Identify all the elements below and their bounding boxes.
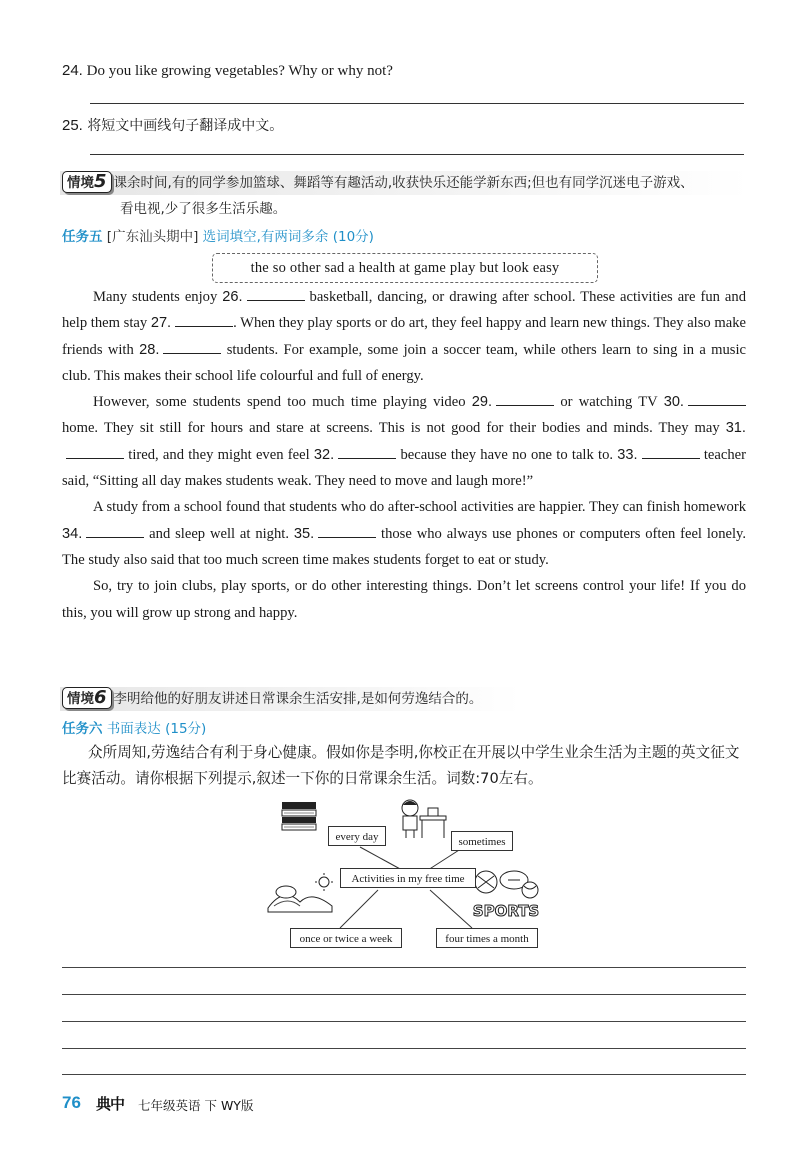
scene-6 — [62, 687, 482, 711]
task-label: 任务五 — [62, 229, 103, 245]
answer-line-25[interactable] — [90, 154, 744, 155]
blank-number-34: 34. — [62, 525, 83, 542]
question-25 — [62, 115, 283, 135]
mindmap-every-day: every day — [328, 826, 386, 846]
blank-35[interactable] — [318, 525, 376, 538]
mindmap-once-or-twice: once or twice a week — [290, 928, 402, 948]
task-score: (10分) — [332, 229, 374, 245]
mindmap-sometimes: sometimes — [451, 831, 513, 851]
blank-29[interactable] — [496, 393, 554, 406]
question-24 — [62, 62, 393, 80]
page-number: 76 — [62, 1093, 81, 1112]
scene-text: 李明给他的好朋友讲述日常课余生活安排,是如何劳逸结合的。 — [113, 691, 483, 707]
task-label: 任务六 — [62, 721, 103, 737]
writing-line-5[interactable] — [62, 1074, 746, 1075]
answer-line-24[interactable] — [90, 103, 744, 104]
paragraph-3: A study from a school found that students who do after-school activities are happier. They can finish homework 34. and sleep well at night. 35. those who always use phones or computers often feel lonely. The study also said that too much screen time makes students forget to eat or study. — [62, 499, 747, 568]
task-6-header — [62, 717, 206, 737]
blank-number-31: 31. — [725, 420, 746, 437]
mindmap-four-times: four times a month — [436, 928, 538, 948]
scene-5 — [62, 171, 752, 195]
book-title: 七年级英语 下 WY版 — [138, 1098, 254, 1113]
blank-number-30: 30. — [663, 394, 684, 411]
blank-number-27: 27. — [150, 315, 172, 332]
writing-line-1[interactable] — [62, 967, 746, 968]
blank-34[interactable] — [86, 525, 144, 538]
task-source: [广东汕头期中] — [106, 229, 199, 245]
student-desk-icon — [398, 798, 450, 840]
blank-number-32: 32. — [313, 446, 335, 463]
blank-28[interactable] — [163, 341, 221, 354]
blank-number-33: 33. — [617, 446, 638, 463]
paragraph-4: So, try to join clubs, play sports, or do other interesting things. Don’t let screens control your life! If you do this, you will grow up strong and happy. — [62, 578, 746, 621]
question-number: 25. — [62, 117, 83, 134]
sports-word: SPORTS — [472, 902, 540, 920]
scene-text-line2: 看电视,少了很多生活乐趣。 — [120, 201, 287, 217]
books-icon — [280, 800, 320, 836]
blank-27[interactable] — [175, 314, 233, 327]
writing-line-3[interactable] — [62, 1021, 746, 1022]
writing-line-4[interactable] — [62, 1048, 746, 1049]
landscape-icon — [266, 872, 336, 914]
question-number: 24. — [62, 62, 83, 79]
blank-32[interactable] — [338, 446, 396, 459]
blank-number-35: 35. — [293, 525, 315, 542]
sports-icon — [468, 866, 544, 924]
blank-26[interactable] — [247, 288, 305, 301]
paragraph-1: Many students enjoy 26. basketball, dancing, or drawing after school. These activities are fun and help them stay 27. . When they play sports or do art, they feel happy and learn new things. They also make friends with 28. students. For example, some join a soccer team, while others learn to sing in a music club. This makes their school life colourful and full of energy. — [62, 289, 746, 384]
task-5-header — [62, 225, 374, 245]
task-title: 选词填空,有两词多余 — [202, 229, 329, 245]
blank-number-29: 29. — [471, 394, 493, 411]
task-score: (15分) — [165, 721, 207, 737]
writing-prompt: 众所周知,劳逸结合有利于身心健康。假如你是李明,你校正在开展以中学生业余生活为主题的英文征文比赛活动。请你根据下列提示,叙述一下你的日常课余生活。词数:70左右。 — [62, 744, 740, 787]
blank-30[interactable] — [688, 393, 746, 406]
scene-text-line1: 课余时间,有的同学参加篮球、舞蹈等有趣活动,收获快乐还能学新东西;但也有同学沉迷电子游戏、 — [113, 175, 694, 191]
blank-number-28: 28. — [139, 341, 160, 358]
writing-line-2[interactable] — [62, 994, 746, 995]
mindmap-center: Activities in my free time — [340, 868, 476, 888]
scene-badge: 情境5 — [62, 171, 112, 193]
word-bank: the so other sad a health at game play but look easy — [212, 253, 598, 283]
question-text: Do you like growing vegetables? Why or why not? — [86, 63, 393, 79]
task-title: 书面表达 — [106, 721, 161, 737]
scene-badge: 情境6 — [62, 687, 112, 709]
blank-number-26: 26. — [222, 289, 243, 305]
paragraph-2: However, some students spend too much time playing video 29. or watching TV 30. home. They sit still for hours and stare at screens. This is not good for their bodies and minds. They may 31. tired, and they might even feel 32. because they have no one to talk to. 33. teacher said, “Sitting all day makes students weak. They need to move and laugh more!” — [62, 394, 746, 490]
brand-logo: 典中 — [96, 1095, 125, 1113]
cloze-passage — [62, 284, 746, 626]
question-text: 将短文中画线句子翻译成中文。 — [87, 118, 284, 134]
blank-33[interactable] — [642, 446, 700, 459]
blank-31[interactable] — [66, 446, 124, 459]
